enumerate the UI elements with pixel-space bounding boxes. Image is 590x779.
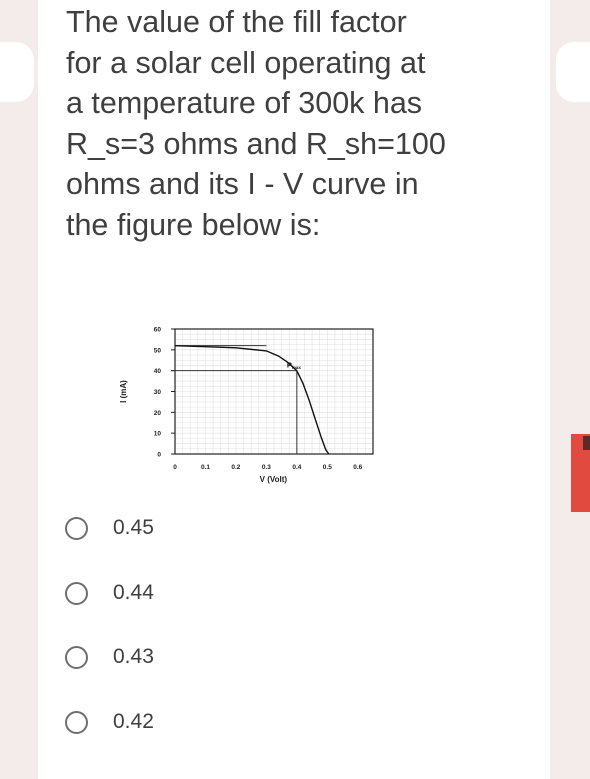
x-tick-label: 0.3: [261, 464, 271, 471]
question-line: R_s=3 ohms and R_sh=100: [66, 126, 446, 161]
x-tick-label: 0.2: [231, 464, 241, 471]
y-tick-label: 50: [153, 347, 161, 355]
radio-button[interactable]: [65, 711, 88, 734]
option-0-45[interactable]: [65, 513, 365, 548]
x-tick-label: 0: [173, 464, 177, 471]
option-label: 0.43: [113, 645, 154, 668]
question-line: ohms and its I - V curve in: [66, 167, 419, 201]
option-0-42[interactable]: [65, 707, 365, 742]
question-line: the figure below is:: [66, 207, 321, 242]
question-text: [66, 2, 506, 245]
iv-curve-chart: [110, 318, 380, 498]
y-tick-label: 0: [157, 451, 161, 459]
x-tick-label: 0.5: [322, 464, 332, 471]
x-tick-label: 0.4: [292, 464, 302, 471]
radio-button[interactable]: [65, 517, 88, 540]
y-tick-label: 10: [153, 430, 161, 438]
option-label: 0.44: [113, 580, 154, 604]
y-tick-label: 40: [153, 368, 161, 376]
option-label: 0.45: [113, 516, 154, 539]
question-line: for a solar cell operating at: [66, 45, 426, 80]
red-side-marker: [583, 436, 590, 450]
x-axis-label: V (Volt): [259, 475, 288, 484]
y-axis-label: I (mA): [119, 380, 128, 403]
left-edge-tab: [0, 42, 34, 102]
option-0-43[interactable]: [65, 642, 365, 677]
pmax-subscript: max: [291, 365, 301, 371]
x-tick-label: 0.1: [200, 464, 210, 471]
pmax-annotation: $P_{max}$: [286, 360, 301, 371]
y-tick-label: 60: [153, 326, 161, 334]
radio-button[interactable]: [65, 582, 88, 605]
iv-curve-figure: [110, 318, 380, 503]
right-edge-tab: [556, 42, 590, 102]
question-line: The value of the fill factor: [66, 5, 407, 39]
radio-button[interactable]: [65, 646, 88, 669]
question-line: a temperature of 300k has: [66, 86, 423, 120]
y-tick-label: 30: [153, 389, 161, 396]
y-tick-label: 20: [153, 409, 161, 417]
x-tick-label: 0.6: [353, 464, 363, 471]
answer-options: [65, 513, 365, 771]
option-0-44[interactable]: [65, 578, 365, 613]
option-label: 0.42: [113, 709, 154, 733]
